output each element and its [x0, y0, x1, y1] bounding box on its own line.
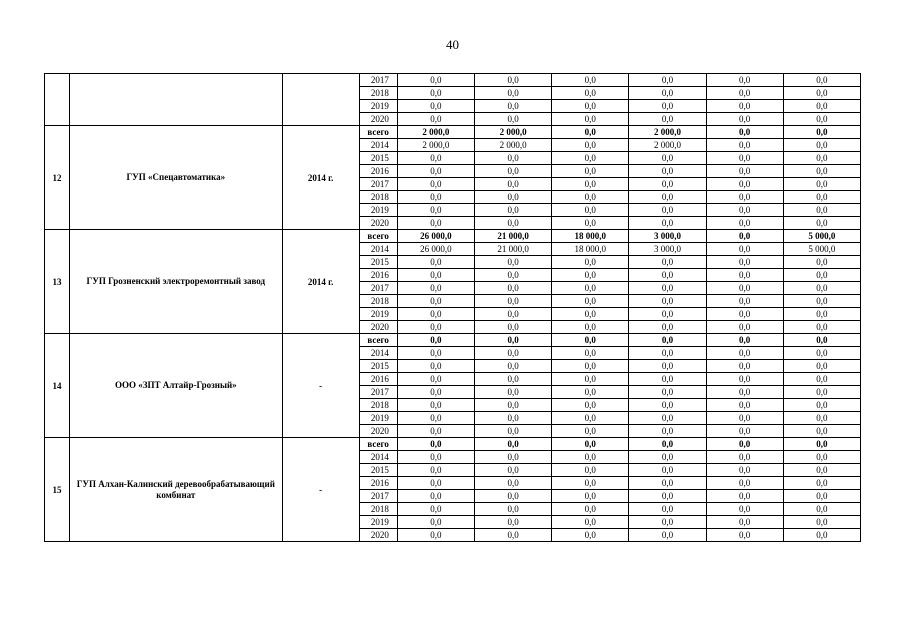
value-cell: 0,0 — [629, 87, 706, 100]
value-cell: 0,0 — [475, 334, 552, 347]
value-cell: 0,0 — [397, 425, 474, 438]
value-cell: 0,0 — [397, 152, 474, 165]
value-cell: 0,0 — [706, 152, 783, 165]
value-cell: 0,0 — [706, 139, 783, 152]
value-cell: 0,0 — [475, 152, 552, 165]
value-cell: 0,0 — [552, 139, 629, 152]
value-cell: 0,0 — [706, 178, 783, 191]
value-cell: 0,0 — [475, 256, 552, 269]
value-cell: 0,0 — [783, 412, 860, 425]
value-cell: 0,0 — [397, 113, 474, 126]
value-cell: 0,0 — [552, 321, 629, 334]
value-cell: 0,0 — [552, 464, 629, 477]
year-cell: 2019 — [359, 412, 397, 425]
value-cell: 0,0 — [475, 191, 552, 204]
value-cell: 21 000,0 — [475, 243, 552, 256]
value-cell: 0,0 — [629, 425, 706, 438]
value-cell: 0,0 — [629, 373, 706, 386]
value-cell: 0,0 — [629, 399, 706, 412]
year-cell: 2016 — [359, 477, 397, 490]
value-cell: 0,0 — [783, 217, 860, 230]
value-cell: 0,0 — [475, 204, 552, 217]
table-row — [45, 74, 861, 87]
value-cell: 0,0 — [783, 126, 860, 139]
value-cell: 0,0 — [397, 386, 474, 399]
value-cell: 0,0 — [783, 256, 860, 269]
value-cell: 0,0 — [629, 464, 706, 477]
year-cell: 2014 — [359, 139, 397, 152]
value-cell: 0,0 — [475, 412, 552, 425]
value-cell: 0,0 — [397, 529, 474, 542]
row-number-cell: 15 — [45, 438, 70, 542]
value-cell: 0,0 — [706, 386, 783, 399]
value-cell: 0,0 — [706, 282, 783, 295]
value-cell: 0,0 — [475, 386, 552, 399]
value-cell: 0,0 — [552, 477, 629, 490]
value-cell: 0,0 — [552, 438, 629, 451]
row-number-cell — [45, 74, 70, 126]
value-cell: 0,0 — [552, 529, 629, 542]
value-cell: 0,0 — [552, 87, 629, 100]
value-cell: 2 000,0 — [629, 126, 706, 139]
value-cell: 0,0 — [475, 399, 552, 412]
value-cell: 0,0 — [552, 412, 629, 425]
value-cell: 0,0 — [475, 269, 552, 282]
year-cell: всего — [359, 126, 397, 139]
value-cell: 0,0 — [397, 412, 474, 425]
value-cell: 0,0 — [706, 503, 783, 516]
value-cell: 0,0 — [552, 295, 629, 308]
value-cell: 0,0 — [629, 334, 706, 347]
value-cell: 0,0 — [475, 347, 552, 360]
budget-table — [44, 73, 861, 542]
year-cell: всего — [359, 230, 397, 243]
value-cell: 0,0 — [629, 490, 706, 503]
value-cell: 0,0 — [629, 204, 706, 217]
value-cell: 5 000,0 — [783, 243, 860, 256]
year-cell: 2014 — [359, 451, 397, 464]
value-cell: 2 000,0 — [475, 126, 552, 139]
value-cell: 0,0 — [397, 308, 474, 321]
year-cell: 2019 — [359, 204, 397, 217]
value-cell: 0,0 — [783, 204, 860, 217]
value-cell: 5 000,0 — [783, 230, 860, 243]
table-body — [45, 74, 861, 542]
value-cell: 0,0 — [475, 360, 552, 373]
year-cell: 2018 — [359, 295, 397, 308]
value-cell: 26 000,0 — [397, 243, 474, 256]
value-cell: 0,0 — [552, 152, 629, 165]
value-cell: 0,0 — [475, 477, 552, 490]
total-row — [45, 230, 861, 243]
value-cell: 0,0 — [706, 438, 783, 451]
value-cell: 0,0 — [629, 217, 706, 230]
value-cell: 0,0 — [783, 451, 860, 464]
value-cell: 0,0 — [706, 516, 783, 529]
year-cell: 2020 — [359, 321, 397, 334]
enterprise-name-cell: ГУП «Спецавтоматика» — [70, 126, 283, 230]
value-cell: 0,0 — [783, 438, 860, 451]
value-cell: 0,0 — [475, 451, 552, 464]
value-cell: 0,0 — [552, 516, 629, 529]
value-cell: 0,0 — [552, 360, 629, 373]
year-cell: 2020 — [359, 217, 397, 230]
total-row — [45, 438, 861, 451]
value-cell: 0,0 — [397, 295, 474, 308]
value-cell: 0,0 — [397, 191, 474, 204]
year-cell: 2017 — [359, 282, 397, 295]
value-cell: 0,0 — [629, 308, 706, 321]
value-cell: 0,0 — [397, 256, 474, 269]
value-cell: 0,0 — [783, 74, 860, 87]
value-cell: 0,0 — [706, 100, 783, 113]
value-cell: 0,0 — [706, 321, 783, 334]
value-cell: 0,0 — [475, 373, 552, 386]
year-cell: 2017 — [359, 490, 397, 503]
value-cell: 0,0 — [397, 217, 474, 230]
value-cell: 0,0 — [629, 386, 706, 399]
value-cell: 0,0 — [475, 490, 552, 503]
value-cell: 0,0 — [629, 178, 706, 191]
value-cell: 0,0 — [783, 516, 860, 529]
year-cell: 2015 — [359, 360, 397, 373]
value-cell: 0,0 — [397, 269, 474, 282]
value-cell: 0,0 — [475, 113, 552, 126]
year-cell: 2015 — [359, 256, 397, 269]
value-cell: 0,0 — [475, 529, 552, 542]
value-cell: 0,0 — [397, 464, 474, 477]
year-cell: 2018 — [359, 191, 397, 204]
value-cell: 0,0 — [706, 373, 783, 386]
value-cell: 0,0 — [475, 178, 552, 191]
value-cell: 0,0 — [552, 425, 629, 438]
value-cell: 0,0 — [552, 503, 629, 516]
value-cell: 0,0 — [706, 243, 783, 256]
value-cell: 0,0 — [706, 74, 783, 87]
value-cell: 0,0 — [397, 204, 474, 217]
year-cell: 2014 — [359, 347, 397, 360]
value-cell: 0,0 — [475, 87, 552, 100]
value-cell: 0,0 — [706, 451, 783, 464]
year-cell: 2019 — [359, 308, 397, 321]
enterprise-name-cell: ГУП Алхан-Калинский деревообрабатывающий комбинат — [70, 438, 283, 542]
value-cell: 0,0 — [706, 360, 783, 373]
value-cell: 0,0 — [629, 516, 706, 529]
date-cell: 2014 г. — [282, 230, 359, 334]
value-cell: 0,0 — [783, 139, 860, 152]
value-cell: 0,0 — [629, 113, 706, 126]
value-cell: 0,0 — [475, 425, 552, 438]
value-cell: 0,0 — [475, 516, 552, 529]
value-cell: 0,0 — [397, 321, 474, 334]
value-cell: 18 000,0 — [552, 243, 629, 256]
year-cell: 2017 — [359, 74, 397, 87]
value-cell: 0,0 — [783, 321, 860, 334]
value-cell: 26 000,0 — [397, 230, 474, 243]
value-cell: 18 000,0 — [552, 230, 629, 243]
value-cell: 0,0 — [552, 74, 629, 87]
value-cell: 0,0 — [706, 334, 783, 347]
value-cell: 0,0 — [475, 74, 552, 87]
value-cell: 0,0 — [629, 165, 706, 178]
value-cell: 0,0 — [783, 399, 860, 412]
value-cell: 0,0 — [552, 282, 629, 295]
value-cell: 0,0 — [783, 87, 860, 100]
value-cell: 0,0 — [629, 451, 706, 464]
value-cell: 0,0 — [783, 360, 860, 373]
value-cell: 0,0 — [706, 477, 783, 490]
value-cell: 0,0 — [783, 178, 860, 191]
value-cell: 0,0 — [397, 438, 474, 451]
value-cell: 2 000,0 — [397, 126, 474, 139]
value-cell: 0,0 — [629, 321, 706, 334]
value-cell: 0,0 — [629, 256, 706, 269]
value-cell: 21 000,0 — [475, 230, 552, 243]
value-cell: 0,0 — [397, 516, 474, 529]
year-cell: 2020 — [359, 529, 397, 542]
value-cell: 0,0 — [397, 373, 474, 386]
value-cell: 2 000,0 — [475, 139, 552, 152]
value-cell: 0,0 — [552, 113, 629, 126]
year-cell: 2020 — [359, 425, 397, 438]
value-cell: 0,0 — [629, 100, 706, 113]
value-cell: 0,0 — [475, 295, 552, 308]
value-cell: 0,0 — [629, 191, 706, 204]
value-cell: 0,0 — [783, 386, 860, 399]
year-cell: 2019 — [359, 516, 397, 529]
value-cell: 0,0 — [706, 308, 783, 321]
value-cell: 0,0 — [475, 217, 552, 230]
year-cell: 2020 — [359, 113, 397, 126]
value-cell: 0,0 — [397, 74, 474, 87]
value-cell: 2 000,0 — [397, 139, 474, 152]
value-cell: 3 000,0 — [629, 230, 706, 243]
value-cell: 0,0 — [783, 373, 860, 386]
date-cell — [282, 74, 359, 126]
year-cell: 2017 — [359, 178, 397, 191]
value-cell: 0,0 — [629, 269, 706, 282]
year-cell: 2016 — [359, 269, 397, 282]
value-cell: 0,0 — [552, 451, 629, 464]
value-cell: 0,0 — [783, 425, 860, 438]
value-cell: 0,0 — [475, 321, 552, 334]
value-cell: 0,0 — [552, 256, 629, 269]
value-cell: 0,0 — [706, 191, 783, 204]
year-cell: 2016 — [359, 165, 397, 178]
value-cell: 0,0 — [397, 282, 474, 295]
year-cell: 2017 — [359, 386, 397, 399]
value-cell: 0,0 — [552, 100, 629, 113]
enterprise-name-cell — [70, 74, 283, 126]
value-cell: 0,0 — [397, 503, 474, 516]
year-cell: 2015 — [359, 152, 397, 165]
value-cell: 0,0 — [706, 87, 783, 100]
enterprise-name-cell: ООО «ЗПТ Алтайр-Грозный» — [70, 334, 283, 438]
value-cell: 0,0 — [552, 399, 629, 412]
value-cell: 0,0 — [552, 269, 629, 282]
value-cell: 0,0 — [397, 490, 474, 503]
value-cell: 0,0 — [397, 100, 474, 113]
year-cell: 2018 — [359, 87, 397, 100]
row-number-cell: 14 — [45, 334, 70, 438]
date-cell: - — [282, 334, 359, 438]
value-cell: 0,0 — [552, 308, 629, 321]
date-cell: 2014 г. — [282, 126, 359, 230]
value-cell: 0,0 — [706, 529, 783, 542]
value-cell: 0,0 — [629, 477, 706, 490]
value-cell: 0,0 — [783, 113, 860, 126]
value-cell: 0,0 — [783, 490, 860, 503]
value-cell: 0,0 — [629, 347, 706, 360]
value-cell: 0,0 — [397, 334, 474, 347]
value-cell: 0,0 — [706, 126, 783, 139]
value-cell: 0,0 — [552, 204, 629, 217]
value-cell: 0,0 — [783, 308, 860, 321]
value-cell: 0,0 — [783, 152, 860, 165]
value-cell: 0,0 — [552, 191, 629, 204]
year-cell: всего — [359, 334, 397, 347]
value-cell: 0,0 — [397, 477, 474, 490]
value-cell: 0,0 — [397, 165, 474, 178]
value-cell: 0,0 — [397, 87, 474, 100]
total-row — [45, 334, 861, 347]
value-cell: 0,0 — [475, 282, 552, 295]
value-cell: 0,0 — [552, 165, 629, 178]
value-cell: 0,0 — [552, 490, 629, 503]
value-cell: 0,0 — [397, 451, 474, 464]
value-cell: 0,0 — [783, 477, 860, 490]
value-cell: 0,0 — [552, 217, 629, 230]
value-cell: 0,0 — [629, 295, 706, 308]
value-cell: 0,0 — [783, 529, 860, 542]
total-row — [45, 126, 861, 139]
value-cell: 0,0 — [783, 282, 860, 295]
value-cell: 0,0 — [783, 295, 860, 308]
value-cell: 0,0 — [629, 74, 706, 87]
value-cell: 0,0 — [706, 269, 783, 282]
value-cell: 0,0 — [629, 529, 706, 542]
value-cell: 0,0 — [629, 438, 706, 451]
row-number-cell: 12 — [45, 126, 70, 230]
value-cell: 0,0 — [552, 334, 629, 347]
value-cell: 0,0 — [783, 503, 860, 516]
value-cell: 0,0 — [552, 178, 629, 191]
value-cell: 0,0 — [397, 178, 474, 191]
value-cell: 0,0 — [783, 347, 860, 360]
value-cell: 0,0 — [783, 334, 860, 347]
value-cell: 0,0 — [552, 386, 629, 399]
value-cell: 0,0 — [783, 165, 860, 178]
year-cell: 2018 — [359, 503, 397, 516]
value-cell: 0,0 — [629, 412, 706, 425]
value-cell: 0,0 — [706, 412, 783, 425]
value-cell: 0,0 — [783, 191, 860, 204]
value-cell: 0,0 — [552, 126, 629, 139]
year-cell: 2014 — [359, 243, 397, 256]
value-cell: 0,0 — [552, 373, 629, 386]
value-cell: 0,0 — [475, 308, 552, 321]
value-cell: 0,0 — [706, 204, 783, 217]
year-cell: 2016 — [359, 373, 397, 386]
value-cell: 0,0 — [629, 503, 706, 516]
value-cell: 0,0 — [706, 464, 783, 477]
value-cell: 2 000,0 — [629, 139, 706, 152]
value-cell: 0,0 — [475, 165, 552, 178]
value-cell: 0,0 — [706, 295, 783, 308]
date-cell: - — [282, 438, 359, 542]
year-cell: всего — [359, 438, 397, 451]
value-cell: 0,0 — [475, 503, 552, 516]
value-cell: 0,0 — [475, 438, 552, 451]
value-cell: 0,0 — [475, 464, 552, 477]
page-number: 40 — [446, 37, 459, 52]
value-cell: 0,0 — [629, 282, 706, 295]
year-cell: 2018 — [359, 399, 397, 412]
row-number-cell: 13 — [45, 230, 70, 334]
value-cell: 0,0 — [706, 230, 783, 243]
enterprise-name-cell: ГУП Грозненский электроремонтный завод — [70, 230, 283, 334]
value-cell: 0,0 — [397, 360, 474, 373]
value-cell: 0,0 — [629, 152, 706, 165]
value-cell: 0,0 — [783, 269, 860, 282]
year-cell: 2019 — [359, 100, 397, 113]
value-cell: 0,0 — [552, 347, 629, 360]
value-cell: 0,0 — [706, 490, 783, 503]
value-cell: 0,0 — [629, 360, 706, 373]
value-cell: 0,0 — [706, 113, 783, 126]
value-cell: 0,0 — [706, 425, 783, 438]
value-cell: 0,0 — [706, 399, 783, 412]
value-cell: 0,0 — [783, 100, 860, 113]
value-cell: 0,0 — [706, 217, 783, 230]
value-cell: 0,0 — [706, 165, 783, 178]
value-cell: 0,0 — [475, 100, 552, 113]
year-cell: 2015 — [359, 464, 397, 477]
value-cell: 0,0 — [397, 347, 474, 360]
value-cell: 3 000,0 — [629, 243, 706, 256]
value-cell: 0,0 — [783, 464, 860, 477]
value-cell: 0,0 — [706, 347, 783, 360]
value-cell: 0,0 — [397, 399, 474, 412]
value-cell: 0,0 — [706, 256, 783, 269]
